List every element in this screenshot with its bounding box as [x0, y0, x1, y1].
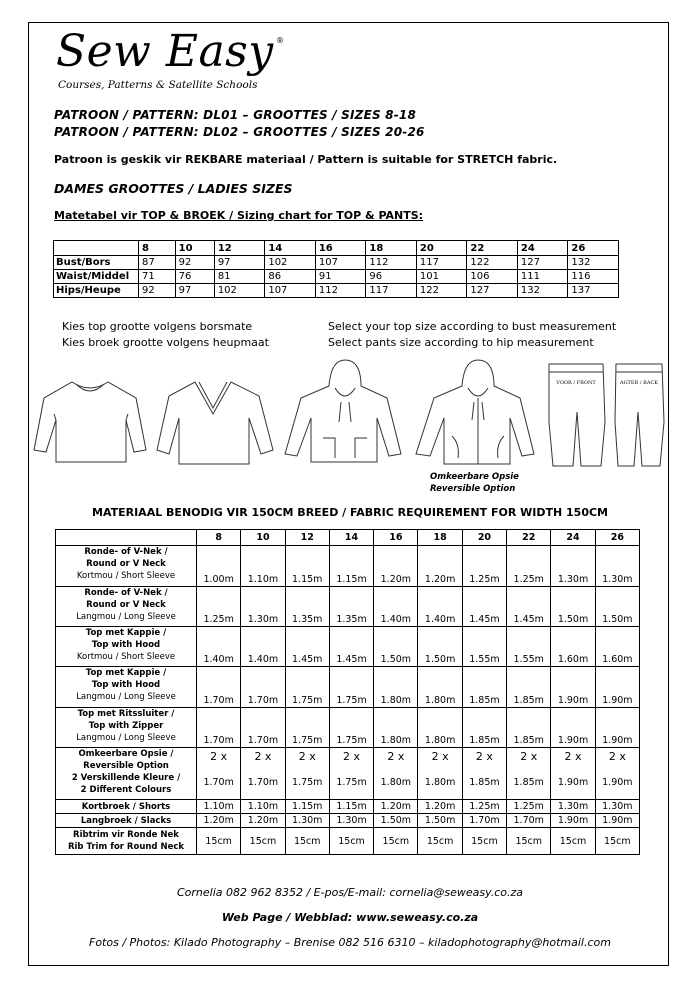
fabric-cell: 1.40m: [241, 627, 285, 667]
size-header-row: [54, 241, 619, 256]
fabric-cell: 1.30m: [595, 546, 639, 587]
size-cell: 97: [175, 284, 214, 298]
fabric-row-label: Kortbroek / Shorts: [56, 800, 197, 814]
instruction-top-af: Kies top grootte volgens borsmate: [62, 320, 253, 333]
fabric-cell: 1.25m: [197, 587, 241, 627]
sizing-chart-title: Matetabel vir TOP & BROEK / Sizing chart for TOP & PANTS:: [54, 209, 424, 222]
sizing-chart-table: [53, 240, 619, 298]
fabric-cell-multiplier: 2 x: [298, 750, 316, 763]
fabric-cell: 1.85m: [507, 667, 551, 708]
fabric-cell: 15cm: [197, 828, 241, 855]
size-header-cell: 18: [366, 241, 417, 256]
fabric-cell-value: 1.75m: [292, 777, 323, 788]
fabric-label-line: Ronde- of V-Nek /: [84, 547, 168, 557]
fabric-label-sub: Langmou / Long Sleeve: [76, 733, 176, 743]
fabric-cell: 1.90m: [551, 667, 595, 708]
photo-credit-line: Fotos / Photos: Kilado Photography – Brenise 082 516 6310 – kiladophotography@hotmail.com: [89, 936, 611, 949]
fabric-header-cell: 22: [507, 530, 551, 546]
instruction-pants-af: Kies broek grootte volgens heupmaat: [62, 336, 269, 349]
fabric-cell: [285, 748, 329, 800]
fabric-cell: [241, 748, 285, 800]
fabric-cell: 1.75m: [329, 667, 373, 708]
zipper-hooded-top-illustration: [412, 358, 538, 470]
fabric-cell-multiplier: 2 x: [564, 750, 582, 763]
fabric-cell: [374, 748, 418, 800]
reversible-option-note: [430, 471, 519, 495]
hooded-top-illustration: [283, 358, 403, 468]
fabric-cell: [418, 748, 462, 800]
fabric-label-sub: Kortmou / Short Sleeve: [76, 571, 176, 581]
fabric-label-line: Top with Hood: [91, 640, 161, 650]
size-cell: 112: [366, 256, 417, 270]
fabric-cell: 1.75m: [329, 708, 373, 748]
size-header-blank: [54, 241, 139, 256]
size-header-cell: 8: [139, 241, 176, 256]
fabric-row: [56, 546, 640, 587]
fabric-cell: 1.70m: [507, 814, 551, 828]
fabric-cell: 1.90m: [595, 667, 639, 708]
fabric-cell: 1.25m: [507, 800, 551, 814]
fabric-cell: 1.40m: [197, 627, 241, 667]
fabric-cell: 1.70m: [241, 667, 285, 708]
size-cell: 106: [467, 270, 518, 284]
fabric-cell: 1.80m: [418, 708, 462, 748]
fabric-cell: 1.80m: [374, 667, 418, 708]
fabric-cell: 1.15m: [329, 800, 373, 814]
front-label: VOOR / FRONT: [556, 380, 596, 386]
fabric-cell: 1.50m: [595, 587, 639, 627]
fabric-cell: 1.30m: [595, 800, 639, 814]
fabric-row-label: [56, 587, 197, 627]
long-sleeve-v-neck-top-illustration: [155, 358, 275, 468]
size-row-label: Bust/Bors: [54, 256, 139, 270]
fabric-header-cell: 10: [241, 530, 285, 546]
fabric-cell: [551, 748, 595, 800]
fabric-label-line: Round or V Neck: [86, 600, 166, 610]
fabric-header-cell: 16: [374, 530, 418, 546]
fabric-cell-multiplier: 2 x: [387, 750, 405, 763]
pattern-line-1: PATROON / PATTERN: DL01 – GROOTTES / SIZES 8-18: [54, 108, 417, 122]
size-cell: 81: [214, 270, 265, 284]
fabric-row-label: [56, 708, 197, 748]
fabric-cell: 1.60m: [595, 627, 639, 667]
fabric-cell: 15cm: [241, 828, 285, 855]
fabric-cell: 1.70m: [462, 814, 506, 828]
fabric-cell: 1.50m: [418, 814, 462, 828]
size-header-cell: 12: [214, 241, 265, 256]
fabric-header-blank: [56, 530, 197, 546]
fabric-cell: 1.30m: [241, 587, 285, 627]
fabric-cell: 1.55m: [507, 627, 551, 667]
instructions-english: [328, 319, 616, 351]
size-cell: 107: [315, 256, 366, 270]
fabric-cell: 1.20m: [374, 800, 418, 814]
size-cell: 102: [265, 256, 316, 270]
fabric-cell: 1.40m: [418, 587, 462, 627]
sizes-heading: DAMES GROOTTES / LADIES SIZES: [54, 181, 293, 196]
fabric-label-line: Top with Zipper: [88, 721, 164, 731]
size-header-cell: 24: [517, 241, 568, 256]
fabric-label-line: Ronde- of V-Nek /: [84, 588, 168, 598]
size-cell: 97: [214, 256, 265, 270]
fabric-cell: 1.80m: [418, 667, 462, 708]
website-line: Web Page / Webblad: www.seweasy.co.za: [221, 911, 479, 924]
pants-back-illustration: [612, 362, 668, 472]
size-header-cell: 14: [265, 241, 316, 256]
fabric-cell-value: 1.70m: [247, 777, 279, 788]
fabric-cell-value: 1.90m: [602, 777, 633, 788]
fabric-cell: 1.50m: [551, 587, 595, 627]
fabric-cell: [329, 748, 373, 800]
size-header-cell: 10: [175, 241, 214, 256]
fabric-row: [56, 587, 640, 627]
fabric-cell: 1.40m: [374, 587, 418, 627]
short-sleeve-round-neck-top-illustration: [32, 358, 148, 468]
size-row: [54, 256, 619, 270]
fabric-cell: 15cm: [551, 828, 595, 855]
size-cell: 127: [467, 284, 518, 298]
fabric-cell: 1.60m: [551, 627, 595, 667]
fabric-header-cell: 24: [551, 530, 595, 546]
fabric-cell: 1.90m: [551, 814, 595, 828]
fabric-label-line: Top with Hood: [91, 680, 161, 690]
size-cell: 132: [517, 284, 568, 298]
pattern-line-2: PATROON / PATTERN: DL02 – GROOTTES / SIZES 20-26: [54, 125, 425, 139]
fabric-label-line: Top met Kappie /: [85, 628, 167, 638]
fabric-cell: 15cm: [329, 828, 373, 855]
fabric-cell-value: 1.85m: [469, 777, 500, 788]
fabric-cell: 1.10m: [197, 800, 241, 814]
fabric-cell-multiplier: 2 x: [343, 750, 361, 763]
size-cell: 111: [517, 270, 568, 284]
fabric-row-reversible: [56, 748, 640, 800]
fabric-cell: 1.15m: [285, 546, 329, 587]
fabric-row-label: [56, 748, 197, 800]
fabric-row-label: [56, 828, 197, 855]
size-cell: 102: [214, 284, 265, 298]
fabric-cell: [197, 748, 241, 800]
fabric-suitability: Patroon is geskik vir REKBARE materiaal / Pattern is suitable for STRETCH fabric.: [54, 153, 558, 166]
size-cell: 87: [139, 256, 176, 270]
size-cell: 96: [366, 270, 417, 284]
size-cell: 122: [467, 256, 518, 270]
fabric-cell: 1.35m: [329, 587, 373, 627]
fabric-header-cell: 14: [329, 530, 373, 546]
fabric-label-sub: Langmou / Long Sleeve: [76, 612, 176, 622]
fabric-cell-value: 1.75m: [336, 777, 367, 788]
fabric-header-row: [56, 530, 640, 546]
instructions-afrikaans: [62, 319, 269, 351]
fabric-cell: 1.85m: [462, 708, 506, 748]
reversible-af: Omkeerbare Opsie: [430, 472, 519, 482]
contact-line: Cornelia 082 962 8352 / E-pos/E-mail: cornelia@seweasy.co.za: [176, 886, 524, 899]
size-cell: 92: [139, 284, 176, 298]
fabric-row-label: [56, 627, 197, 667]
fabric-cell: 1.90m: [595, 708, 639, 748]
fabric-row-label: [56, 546, 197, 587]
size-header-cell: 16: [315, 241, 366, 256]
pants-front-illustration: [545, 362, 607, 472]
fabric-cell: 1.75m: [285, 667, 329, 708]
fabric-cell: 1.10m: [241, 546, 285, 587]
size-cell: 92: [175, 256, 214, 270]
size-cell: 101: [416, 270, 467, 284]
size-cell: 91: [315, 270, 366, 284]
fabric-cell: 1.20m: [241, 814, 285, 828]
fabric-cell: 1.45m: [329, 627, 373, 667]
fabric-cell: 1.70m: [197, 708, 241, 748]
fabric-cell: 1.50m: [374, 814, 418, 828]
fabric-cell: 15cm: [374, 828, 418, 855]
fabric-cell: 1.50m: [418, 627, 462, 667]
fabric-label-sub: Langmou / Long Sleeve: [76, 692, 176, 702]
size-cell: 117: [416, 256, 467, 270]
fabric-row-slacks: [56, 814, 640, 828]
fabric-cell: 1.75m: [285, 708, 329, 748]
fabric-cell: [595, 748, 639, 800]
size-cell: 127: [517, 256, 568, 270]
fabric-row-shorts: [56, 800, 640, 814]
brand-logo: Sew Easy: [56, 26, 274, 77]
fabric-cell: 1.50m: [374, 627, 418, 667]
reversible-en: Reversible Option: [430, 484, 516, 494]
fabric-header-cell: 26: [595, 530, 639, 546]
registered-mark: ®: [276, 36, 284, 45]
fabric-cell: 1.00m: [197, 546, 241, 587]
size-header-cell: 26: [568, 241, 619, 256]
fabric-label-line: Omkeerbare Opsie /: [78, 749, 174, 759]
fabric-cell: 1.30m: [551, 546, 595, 587]
size-cell: 76: [175, 270, 214, 284]
fabric-cell-multiplier: 2 x: [475, 750, 493, 763]
fabric-label-line: Reversible Option: [83, 761, 169, 771]
fabric-cell: 1.30m: [329, 814, 373, 828]
fabric-cell-multiplier: 2 x: [608, 750, 626, 763]
fabric-row: [56, 667, 640, 708]
fabric-cell-multiplier: 2 x: [431, 750, 449, 763]
fabric-cell: 1.20m: [374, 546, 418, 587]
fabric-cell: 1.45m: [285, 627, 329, 667]
fabric-cell-value: 1.80m: [380, 777, 412, 788]
fabric-cell: 1.30m: [551, 800, 595, 814]
fabric-cell: 1.55m: [462, 627, 506, 667]
fabric-label-line: Rib Trim for Round Neck: [67, 842, 185, 852]
fabric-row-label: [56, 667, 197, 708]
fabric-cell: 1.80m: [374, 708, 418, 748]
size-row-label: Waist/Middel: [54, 270, 139, 284]
size-header-cell: 20: [416, 241, 467, 256]
fabric-cell: 1.20m: [418, 800, 462, 814]
size-row: [54, 284, 619, 298]
fabric-cell: [462, 748, 506, 800]
back-label: AGTER / BACK: [619, 380, 659, 386]
size-row: [54, 270, 619, 284]
fabric-row-label: Langbroek / Slacks: [56, 814, 197, 828]
fabric-cell: 1.20m: [197, 814, 241, 828]
fabric-row: [56, 627, 640, 667]
fabric-header-cell: 18: [418, 530, 462, 546]
fabric-cell: 15cm: [418, 828, 462, 855]
size-cell: 107: [265, 284, 316, 298]
fabric-header-cell: 8: [197, 530, 241, 546]
fabric-label-line: Ribtrim vir Ronde Nek: [73, 830, 179, 840]
size-cell: 117: [366, 284, 417, 298]
fabric-cell: 15cm: [462, 828, 506, 855]
fabric-label-sub: Kortmou / Short Sleeve: [76, 652, 176, 662]
fabric-cell: 1.90m: [595, 814, 639, 828]
fabric-cell-value: 1.90m: [557, 777, 589, 788]
fabric-label-line: Top met Kappie /: [85, 668, 167, 678]
fabric-cell: 1.45m: [507, 587, 551, 627]
fabric-cell: 15cm: [285, 828, 329, 855]
fabric-cell: 15cm: [507, 828, 551, 855]
fabric-cell: 1.10m: [241, 800, 285, 814]
size-cell: 122: [416, 284, 467, 298]
fabric-cell: 1.25m: [507, 546, 551, 587]
size-cell: 116: [568, 270, 619, 284]
fabric-cell: 1.15m: [329, 546, 373, 587]
fabric-cell-value: 1.80m: [424, 777, 456, 788]
fabric-header-cell: 20: [462, 530, 506, 546]
fabric-label-line: 2 Different Colours: [80, 785, 172, 795]
fabric-label-line: 2 Verskillende Kleure /: [71, 773, 181, 783]
fabric-cell: 1.85m: [462, 667, 506, 708]
fabric-cell: 1.20m: [418, 546, 462, 587]
fabric-requirement-title: MATERIAAL BENODIG VIR 150CM BREED / FABRIC REQUIREMENT FOR WIDTH 150CM: [92, 506, 608, 519]
fabric-cell: 1.45m: [462, 587, 506, 627]
fabric-cell: 1.15m: [285, 800, 329, 814]
fabric-cell-value: 1.85m: [513, 777, 544, 788]
fabric-cell: 1.70m: [197, 667, 241, 708]
fabric-cell-multiplier: 2 x: [210, 750, 228, 763]
fabric-cell: 1.25m: [462, 800, 506, 814]
fabric-cell: 1.25m: [462, 546, 506, 587]
instruction-pants-en: Select pants size according to hip measurement: [328, 336, 594, 349]
fabric-cell-multiplier: 2 x: [520, 750, 538, 763]
fabric-cell-value: 1.70m: [203, 777, 234, 788]
size-header-cell: 22: [467, 241, 518, 256]
instruction-top-en: Select your top size according to bust measurement: [328, 320, 617, 333]
size-cell: 71: [139, 270, 176, 284]
size-cell: 86: [265, 270, 316, 284]
fabric-row: [56, 708, 640, 748]
fabric-header-cell: 12: [285, 530, 329, 546]
fabric-cell: 1.70m: [241, 708, 285, 748]
fabric-cell: 1.85m: [507, 708, 551, 748]
fabric-cell: 1.90m: [551, 708, 595, 748]
brand-tagline: Courses, Patterns & Satellite Schools: [58, 79, 258, 91]
size-cell: 137: [568, 284, 619, 298]
fabric-requirement-table: [55, 529, 640, 855]
fabric-row-rib: [56, 828, 640, 855]
size-row-label: Hips/Heupe: [54, 284, 139, 298]
fabric-label-line: Top met Ritssluiter /: [77, 709, 175, 719]
fabric-cell: 1.35m: [285, 587, 329, 627]
fabric-cell: 15cm: [595, 828, 639, 855]
fabric-label-line: Round or V Neck: [86, 559, 166, 569]
size-cell: 112: [315, 284, 366, 298]
fabric-cell: [507, 748, 551, 800]
fabric-cell: 1.30m: [285, 814, 329, 828]
size-cell: 132: [568, 256, 619, 270]
fabric-cell-multiplier: 2 x: [254, 750, 272, 763]
